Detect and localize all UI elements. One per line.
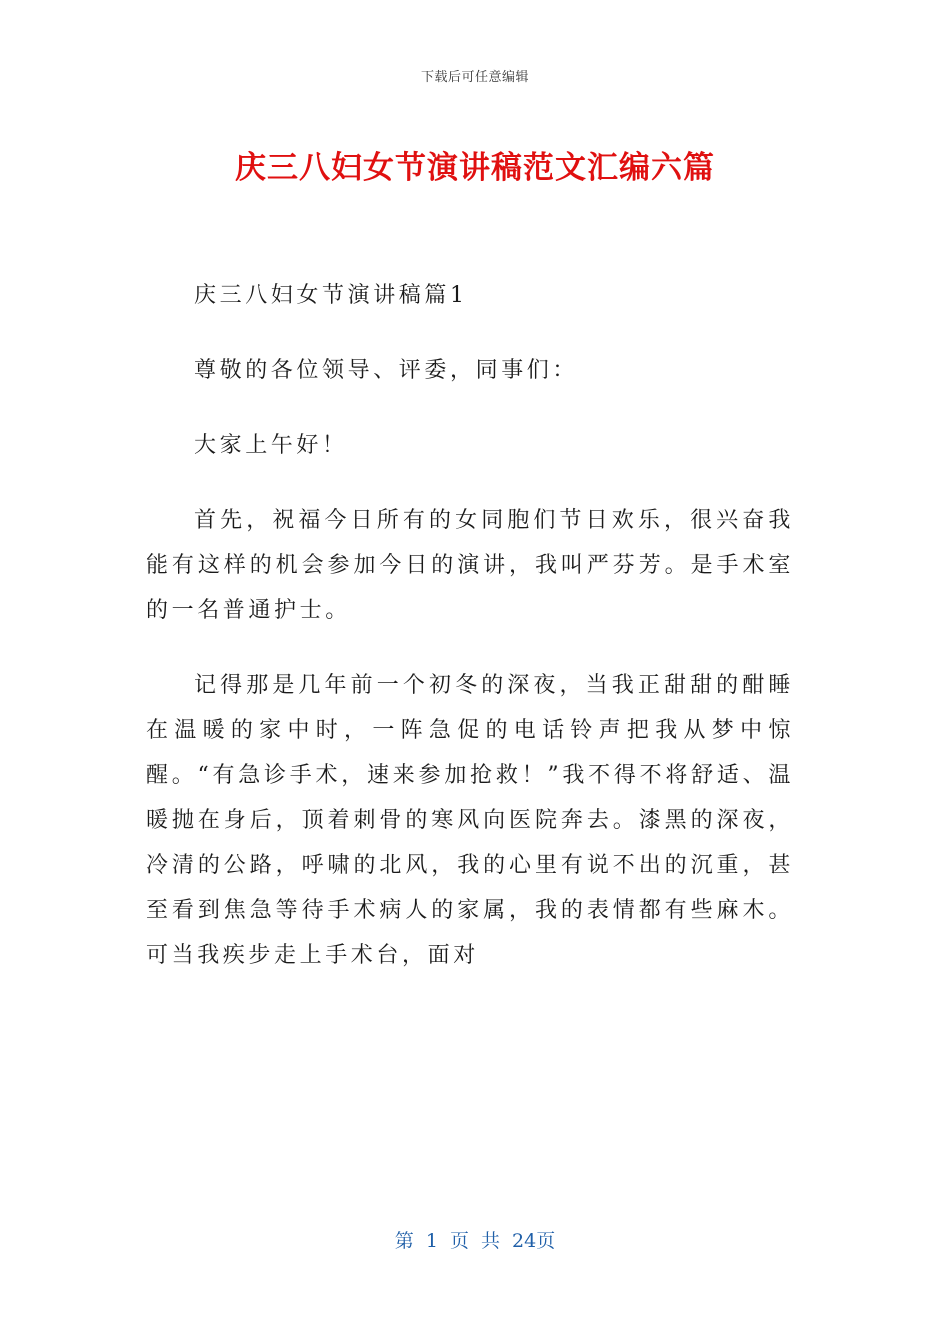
page-header-note: 下载后可任意编辑 <box>420 70 529 85</box>
document-body <box>146 273 794 1008</box>
salutation-paragraph: 尊敬的各位领导、评委，同事们： <box>194 358 579 383</box>
section-heading: 庆三八妇女节演讲稿篇1 <box>194 283 468 308</box>
document-title: 庆三八妇女节演讲稿范文汇编六篇 <box>235 150 715 186</box>
body-paragraph: 首先，祝福今日所有的女同胞们节日欢乐，很兴奋我能有这样的机会参加今日的演讲，我叫严芬芳。是手术室的一名普通护士。 <box>146 508 794 623</box>
greeting-paragraph: 大家上午好！ <box>194 433 348 458</box>
page-number-footer: 第 1 页 共 24页 <box>394 1230 556 1252</box>
body-paragraph: 记得那是几年前一个初冬的深夜，当我正甜甜的酣睡在温暖的家中时，一阵急促的电话铃声把我从梦中惊醒。“有急诊手术，速来参加抢救！”我不得不将舒适、温暖抛在身后，顶着刺骨的寒风向医院奔去。漆黑的深夜，冷清的公路，呼啸的北风，我的心里有说不出的沉重，甚至看到焦急等待手术病人的家属，我的表情都有些麻木。可当我疾步走上手术台，面对 <box>146 673 794 968</box>
